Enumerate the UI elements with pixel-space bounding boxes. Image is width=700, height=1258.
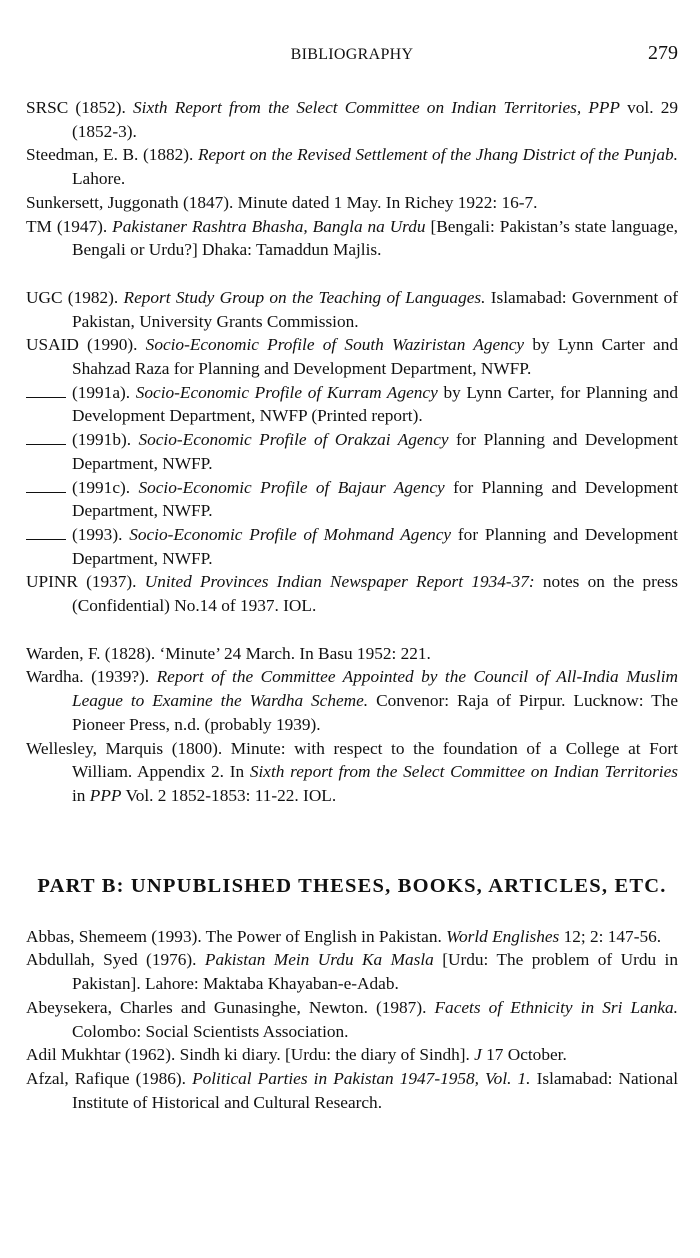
bib-entry-wardha: Wardha. (1939?). Report of the Committee Appointed by the Council of All-India Muslim League to Examine the Wardha Scheme. Convenor: Raja of Pirpur. Lucknow: The Pioneer Press, n.d. (probably 1939). (26, 667, 678, 734)
section-heading: PART B: UNPUBLISHED THESES, BOOKS, ARTICLES, ETC. (37, 874, 667, 897)
bibliography-content (26, 96, 678, 1114)
bib-entry-steedman: Steedman, E. B. (1882). Report on the Revised Settlement of the Jhang District of the Punjab. Lahore. (26, 145, 678, 189)
bib-entry-adil-mukhtar: Adil Mukhtar (1962). Sindh ki diary. [Urdu: the diary of Sindh]. J 17 October. (26, 1045, 567, 1065)
repeat-author-rule (26, 478, 66, 493)
page-header (26, 42, 678, 70)
bib-entry-afzal: Afzal, Rafique (1986). Political Parties in Pakistan 1947-1958, Vol. 1. Islamabad: National Institute of Historical and Cultural Research. (26, 1068, 678, 1112)
bib-entry-abdullah: Abdullah, Syed (1976). Pakistan Mein Urdu Ka Masla [Urdu: The problem of Urdu in Pakistan]. Lahore: Maktaba Khayaban-e-Adab. (26, 950, 678, 994)
bib-entry-usaid-1991a: (1991a). Socio-Economic Profile of Kurram Agency by Lynn Carter, for Planning and Development Department, NWFP (Printed report). (26, 381, 678, 428)
bib-entry-usaid-1993: (1993). Socio-Economic Profile of Mohmand Agency for Planning and Development Department, NWFP. (26, 523, 678, 570)
repeat-author-rule (26, 430, 66, 445)
bib-entry-sunkersett: Sunkersett, Juggonath (1847). Minute dated 1 May. In Richey 1922: 16-7. (26, 192, 538, 212)
group-spacer (26, 262, 678, 286)
bib-entry-tm: TM (1947). Pakistaner Rashtra Bhasha, Bangla na Urdu [Bengali: Pakistan’s state language, Bengali or Urdu?] Dhaka: Tamaddun Majlis. (26, 216, 678, 260)
bib-entry-ugc: UGC (1982). Report Study Group on the Teaching of Languages. Islamabad: Government of Pakistan, University Grants Commission. (26, 287, 678, 331)
bib-entry-abbas: Abbas, Shemeem (1993). The Power of English in Pakistan. World Englishes 12; 2: 147-56. (26, 926, 662, 946)
bib-entry-wellesley: Wellesley, Marquis (1800). Minute: with respect to the foundation of a College at Fort William. Appendix 2. In Sixth report from the Select Committee on Indian Territories in PPP Vol. 2 1852-1853: 11-22. IOL. (26, 738, 678, 805)
page-number: 279 (648, 42, 678, 64)
bib-entry-abeysekera: Abeysekera, Charles and Gunasinghe, Newton. (1987). Facets of Ethnicity in Sri Lanka. Colombo: Social Scientists Association. (26, 997, 679, 1041)
running-head: BIBLIOGRAPHY (290, 46, 414, 63)
repeat-author-rule (26, 525, 66, 540)
bib-entry-usaid-1991c: (1991c). Socio-Economic Profile of Bajaur Agency for Planning and Development Department, NWFP. (26, 476, 678, 523)
bib-entry-srsc: SRSC (1852). Sixth Report from the Select Committee on Indian Territories, PPP vol. 29 (1852-3). (26, 98, 678, 141)
group-spacer (26, 618, 678, 642)
bib-entry-warden: Warden, F. (1828). ‘Minute’ 24 March. In Basu 1952: 221. (26, 643, 431, 663)
bib-entry-upinr: UPINR (1937). United Provinces Indian Newspaper Report 1934-37: notes on the press (Confidential) No.14 of 1937. IOL. (26, 572, 678, 616)
repeat-author-rule (26, 383, 66, 398)
bib-entry-usaid-1991b: (1991b). Socio-Economic Profile of Orakzai Agency for Planning and Development Department, NWFP. (26, 428, 678, 475)
bib-entry-usaid-1990: USAID (1990). Socio-Economic Profile of South Waziristan Agency by Lynn Carter and Shahzad Raza for Planning and Development Department, NWFP. (26, 335, 678, 379)
